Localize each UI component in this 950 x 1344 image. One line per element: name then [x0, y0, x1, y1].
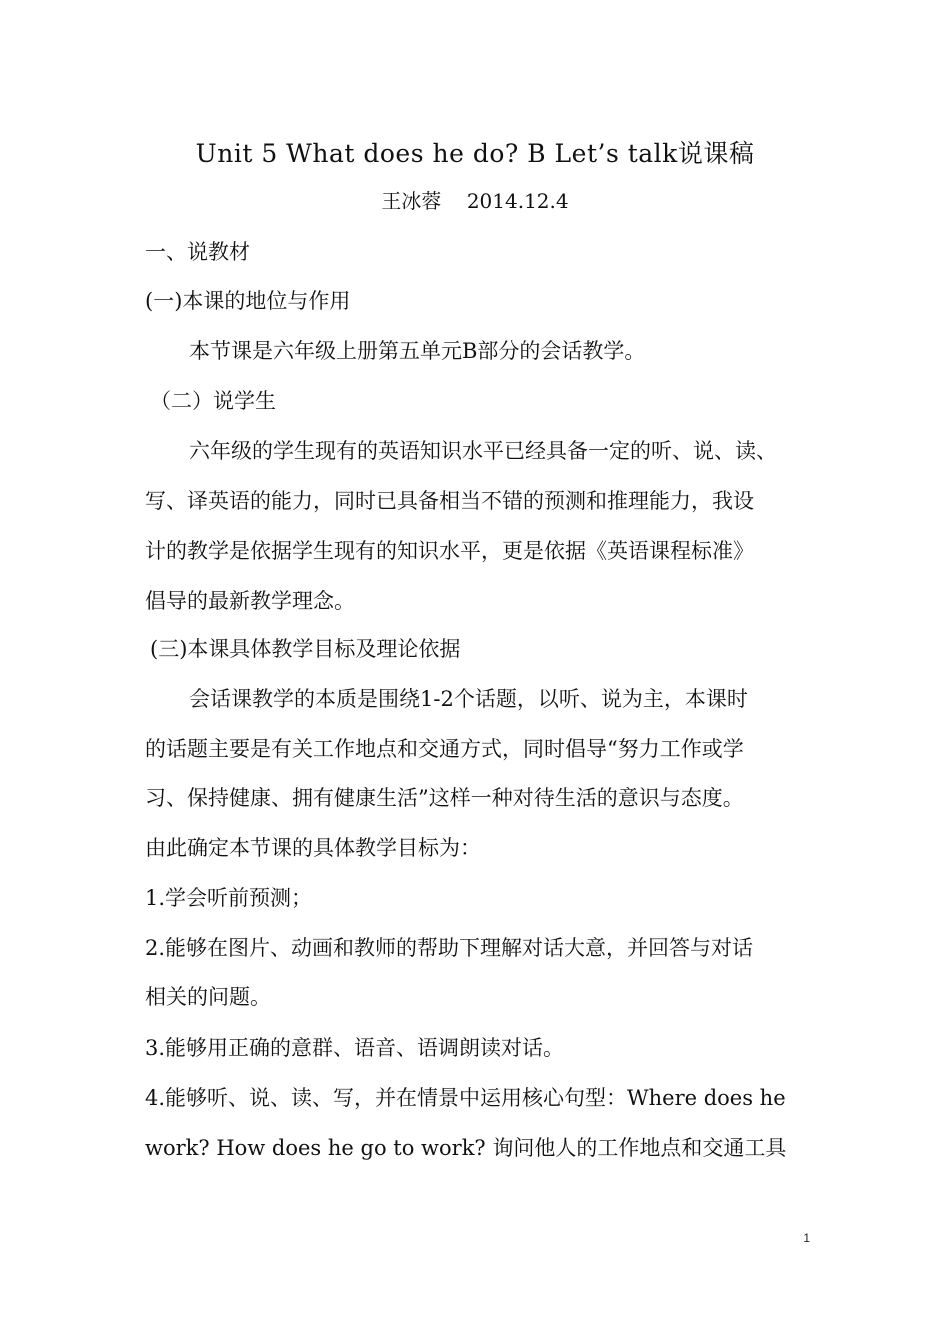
subsection-heading: (一)本课的地位与作用	[145, 289, 351, 313]
author-date: 王冰蓉 2014.12.4	[381, 189, 569, 213]
paragraph-line: 习、保持健康、拥有健康生活”这样一种对待生活的意识与态度。	[145, 786, 744, 810]
paragraph-line: 本节课是六年级上册第五单元B部分的会话教学。	[189, 339, 646, 363]
paragraph-line: 写、译英语的能力，同时已具备相当不错的预测和推理能力，我设	[145, 489, 754, 513]
paragraph-line: 的话题主要是有关工作地点和交通方式，同时倡导“努力工作或学	[145, 737, 744, 761]
subsection-heading: (三)本课具体教学目标及理论依据	[150, 637, 461, 661]
document-title: Unit 5 What does he do? B Let’s talk说课稿	[195, 139, 755, 168]
paragraph-line: 由此确定本节课的具体教学目标为：	[145, 836, 481, 860]
subsection-heading: （二）说学生	[150, 389, 276, 413]
list-item: 4.能够听、说、读、写，并在情景中运用核心句型：Where does he	[145, 1086, 786, 1110]
list-item: 1.学会听前预测；	[145, 886, 313, 910]
page-number: 1	[803, 1231, 810, 1245]
section-heading: 一、说教材	[145, 240, 250, 264]
list-item: 2.能够在图片、动画和教师的帮助下理解对话大意，并回答与对话	[145, 936, 754, 960]
paragraph-line: 六年级的学生现有的英语知识水平已经具备一定的听、说、读、	[189, 439, 777, 463]
list-item: 3.能够用正确的意群、语音、语调朗读对话。	[145, 1036, 565, 1060]
list-item-continuation: 相关的问题。	[145, 985, 271, 1009]
list-item-continuation: work? How does he go to work? 询问他人的工作地点和交通工具	[145, 1136, 787, 1160]
paragraph-line: 会话课教学的本质是围绕1-2个话题，以听、说为主，本课时	[189, 687, 748, 711]
paragraph-line: 倡导的最新教学理念。	[145, 589, 355, 613]
paragraph-line: 计的教学是依据学生现有的知识水平，更是依据《英语课程标准》	[145, 539, 754, 563]
